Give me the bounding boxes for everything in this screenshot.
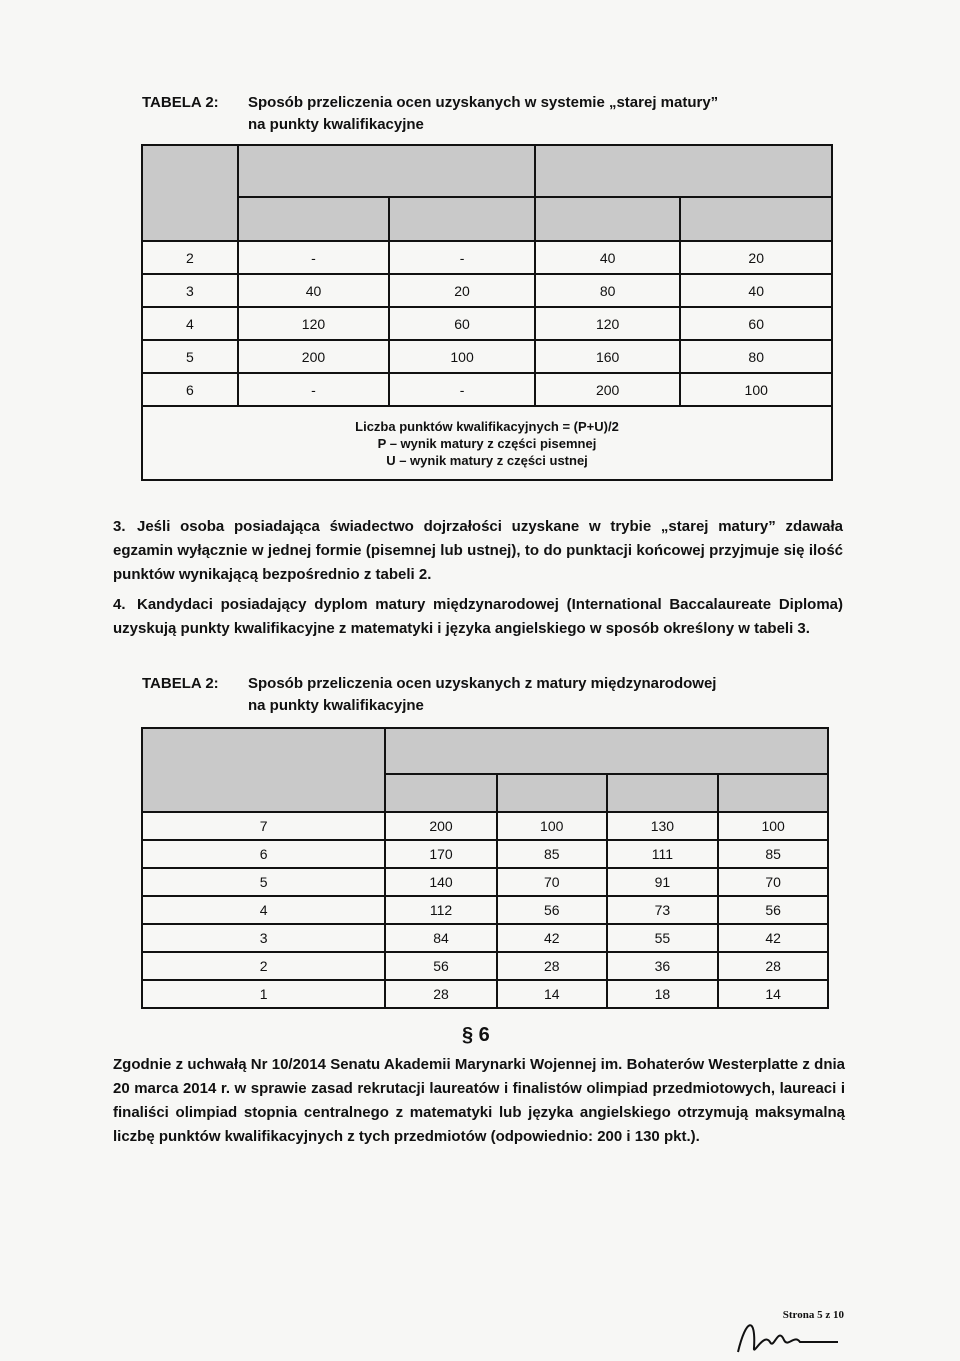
paragraph-3-text: Jeśli osoba posiadająca świadectwo dojrzałości uzyskane w trybie „starej matury” zdawała egzamin wyłącznie w jednej formie (pisemnej lub ustnej), to do punktacji końcowej przyjmuje się ilość punktów wynikającą bezpośrednio z tabeli 2. bbox=[113, 518, 843, 583]
table2 bbox=[141, 727, 829, 1009]
page-number: Strona 5 z 10 bbox=[782, 1309, 844, 1321]
table1-row bbox=[142, 340, 832, 373]
table2-header-cell bbox=[607, 774, 719, 812]
table1-cell: 200 bbox=[238, 340, 390, 373]
table1-header-cell bbox=[389, 197, 535, 241]
table1-cell: 20 bbox=[680, 241, 832, 274]
table2-cell: 56 bbox=[385, 952, 497, 980]
table2-header-cell bbox=[497, 774, 607, 812]
table1-caption-line1: Sposób przeliczenia ocen uzyskanych w systemie „starej matury” bbox=[248, 94, 719, 111]
table2-row bbox=[142, 896, 828, 924]
table1-cell: - bbox=[389, 373, 535, 406]
table1-cell: 100 bbox=[389, 340, 535, 373]
table2-cell: 91 bbox=[607, 868, 719, 896]
formula-line: U – wynik matury z części ustnej bbox=[386, 452, 588, 468]
table1-cell: 20 bbox=[389, 274, 535, 307]
table1-header-row bbox=[142, 145, 832, 197]
table1-cell: - bbox=[389, 241, 535, 274]
table2-cell: 70 bbox=[497, 868, 607, 896]
table2-header-cell bbox=[718, 774, 828, 812]
table2-cell: 56 bbox=[497, 896, 607, 924]
table2-row bbox=[142, 868, 828, 896]
table1-header-cell bbox=[535, 145, 832, 197]
table1-row bbox=[142, 241, 832, 274]
table1-cell: 2 bbox=[142, 241, 238, 274]
table2-cell: 56 bbox=[718, 896, 828, 924]
table1-cell: 200 bbox=[535, 373, 681, 406]
table1-cell: 120 bbox=[535, 307, 681, 340]
table2-cell: 14 bbox=[718, 980, 828, 1008]
table2-cell: 28 bbox=[497, 952, 607, 980]
table2-header-row bbox=[142, 728, 828, 774]
table2-caption-label: TABELA 2: bbox=[142, 675, 219, 692]
paragraph-3 bbox=[113, 515, 843, 587]
table1-cell: 40 bbox=[535, 241, 681, 274]
table2-cell: 18 bbox=[607, 980, 719, 1008]
table1-cell: 100 bbox=[680, 373, 832, 406]
table2-cell: 100 bbox=[718, 812, 828, 840]
table1-row bbox=[142, 307, 832, 340]
table1-header-cell bbox=[238, 197, 390, 241]
section-6-mark: § 6 bbox=[462, 1024, 490, 1046]
table2-row bbox=[142, 924, 828, 952]
table1-header-row bbox=[142, 197, 832, 241]
table1-header-cell bbox=[238, 145, 535, 197]
paragraph-4-text: Kandydaci posiadający dyplom matury międzynarodowej (International Baccalaureate Diploma) uzyskują punkty kwalifikacyjne z matematyki i języka angielskiego w sposób określony w tabeli 3. bbox=[113, 596, 843, 637]
table2-cell: 5 bbox=[142, 868, 385, 896]
table2-cell: 4 bbox=[142, 896, 385, 924]
table2-header-cell bbox=[385, 728, 828, 774]
table1-cell: 3 bbox=[142, 274, 238, 307]
table2-row bbox=[142, 812, 828, 840]
table1-cell: 40 bbox=[238, 274, 390, 307]
signature-mark bbox=[734, 1312, 844, 1358]
table2-cell: 28 bbox=[385, 980, 497, 1008]
table2-row bbox=[142, 952, 828, 980]
table2-cell: 6 bbox=[142, 840, 385, 868]
table1-formula-cell bbox=[142, 406, 832, 480]
table1-formula-row bbox=[142, 406, 832, 480]
table2-cell: 1 bbox=[142, 980, 385, 1008]
table1-header-cell bbox=[680, 197, 832, 241]
table2-cell: 36 bbox=[607, 952, 719, 980]
table1 bbox=[141, 144, 833, 481]
table1-row bbox=[142, 274, 832, 307]
table2-cell: 130 bbox=[607, 812, 719, 840]
table1-header-cell bbox=[142, 145, 238, 241]
table2-caption-line1: Sposób przeliczenia ocen uzyskanych z matury międzynarodowej bbox=[248, 675, 717, 692]
paragraph-4-number: 4. bbox=[113, 596, 126, 613]
table1-cell: 80 bbox=[535, 274, 681, 307]
table2-cell: 111 bbox=[607, 840, 719, 868]
table2-row bbox=[142, 840, 828, 868]
section-6-text: Zgodnie z uchwałą Nr 10/2014 Senatu Akademii Marynarki Wojennej im. Bohaterów Westerplatte z dnia 20 marca 2014 r. w sprawie zasad rekrutacji laureatów i finalistów olimpiad przedmiotowych, laureaci i finaliści olimpiad stopnia centralnego z matematyki lub języka angielskiego otrzymują maksymalną liczbę punktów kwalifikacyjnych z tych przedmiotów (odpowiednio: 200 i 130 pkt.). bbox=[113, 1056, 845, 1145]
table2-cell: 200 bbox=[385, 812, 497, 840]
paragraph-4 bbox=[113, 593, 843, 641]
table2-cell: 140 bbox=[385, 868, 497, 896]
table1-cell: 5 bbox=[142, 340, 238, 373]
table2-cell: 85 bbox=[497, 840, 607, 868]
table2-cell: 14 bbox=[497, 980, 607, 1008]
formula-line: Liczba punktów kwalifikacyjnych = (P+U)/2 bbox=[355, 418, 619, 434]
table2-cell: 84 bbox=[385, 924, 497, 952]
table1-cell: 40 bbox=[680, 274, 832, 307]
table2-cell: 55 bbox=[607, 924, 719, 952]
table2-cell: 170 bbox=[385, 840, 497, 868]
table1-caption-line2: na punkty kwalifikacyjne bbox=[248, 116, 424, 133]
table2-row bbox=[142, 980, 828, 1008]
table2-cell: 70 bbox=[718, 868, 828, 896]
table2-cell: 100 bbox=[497, 812, 607, 840]
table1-cell: 120 bbox=[238, 307, 390, 340]
table2-caption bbox=[142, 673, 842, 717]
table2-header-cell bbox=[385, 774, 497, 812]
table1-cell: - bbox=[238, 373, 390, 406]
table1-cell: 160 bbox=[535, 340, 681, 373]
table2-cell: 3 bbox=[142, 924, 385, 952]
table1-cell: 60 bbox=[389, 307, 535, 340]
table2-cell: 42 bbox=[718, 924, 828, 952]
table2-caption-line2: na punkty kwalifikacyjne bbox=[248, 697, 424, 714]
table2-cell: 85 bbox=[718, 840, 828, 868]
table2-cell: 2 bbox=[142, 952, 385, 980]
table2-cell: 42 bbox=[497, 924, 607, 952]
table2-cell: 28 bbox=[718, 952, 828, 980]
table2-cell: 112 bbox=[385, 896, 497, 924]
table1-caption bbox=[142, 92, 842, 136]
table1-cell: 60 bbox=[680, 307, 832, 340]
table2-cell: 73 bbox=[607, 896, 719, 924]
table1-header-cell bbox=[535, 197, 681, 241]
table1-caption-label: TABELA 2: bbox=[142, 94, 219, 111]
table1-row bbox=[142, 373, 832, 406]
table2-header-cell bbox=[142, 728, 385, 812]
table1-cell: 80 bbox=[680, 340, 832, 373]
table1-cell: 4 bbox=[142, 307, 238, 340]
paragraph-3-number: 3. bbox=[113, 518, 126, 535]
table2-cell: 7 bbox=[142, 812, 385, 840]
formula-line: P – wynik matury z części pisemnej bbox=[377, 435, 597, 451]
table1-cell: - bbox=[238, 241, 390, 274]
table1-cell: 6 bbox=[142, 373, 238, 406]
